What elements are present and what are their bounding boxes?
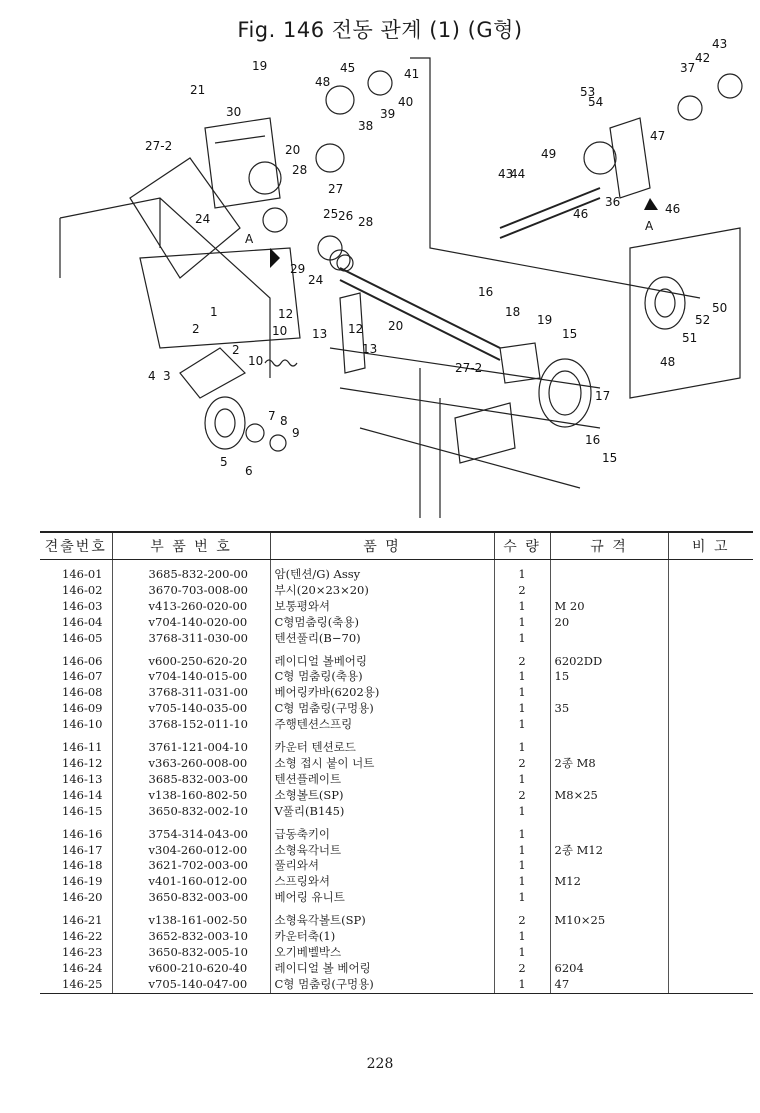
row-spec — [550, 685, 668, 701]
row-spec: 47 — [550, 977, 668, 993]
callout: 38 — [358, 119, 374, 133]
row-spec — [550, 945, 668, 961]
group-spacer — [40, 647, 753, 654]
callout: 24 — [308, 273, 324, 287]
row-part-number: v138-161-002-50 — [112, 913, 270, 929]
callout: 19 — [252, 59, 268, 73]
row-index: 146-12 — [40, 756, 112, 772]
row-part-name: 베어링카바(6202용) — [270, 685, 494, 701]
table-row — [40, 788, 753, 804]
row-part-number: v705-140-035-00 — [112, 701, 270, 717]
bearing-6 — [246, 424, 264, 442]
row-part-number: 3621-702-003-00 — [112, 858, 270, 874]
row-index: 146-21 — [40, 913, 112, 929]
row-quantity: 1 — [494, 740, 550, 756]
row-quantity: 1 — [494, 804, 550, 820]
marker: A — [645, 219, 654, 233]
row-note — [668, 913, 753, 929]
row-quantity: 1 — [494, 717, 550, 733]
row-part-name: C형 멈춤링(축용) — [270, 669, 494, 685]
bearing-36 — [368, 71, 392, 95]
callout: 9 — [292, 426, 300, 440]
row-spec — [550, 827, 668, 843]
callout: 21 — [190, 83, 206, 97]
table-row — [40, 804, 753, 820]
row-index: 146-11 — [40, 740, 112, 756]
row-quantity: 2 — [494, 913, 550, 929]
table-row — [40, 827, 753, 843]
callout: 26 — [338, 209, 354, 223]
row-note — [668, 788, 753, 804]
callout: 13 — [312, 327, 328, 341]
row-index: 146-22 — [40, 929, 112, 945]
bearing-24b — [318, 236, 342, 260]
row-part-number: v600-250-620-20 — [112, 654, 270, 670]
row-part-name: 소형육각너트 — [270, 843, 494, 859]
table-row — [40, 843, 753, 859]
table-row — [40, 874, 753, 890]
row-note — [668, 804, 753, 820]
row-part-name: 오기베벨박스 — [270, 945, 494, 961]
table-row — [40, 977, 753, 993]
row-part-number: 3685-832-200-00 — [112, 567, 270, 583]
row-note — [668, 599, 753, 615]
row-part-number: v401-160-012-00 — [112, 874, 270, 890]
row-part-number: 3650-832-005-10 — [112, 945, 270, 961]
table-row — [40, 740, 753, 756]
callout: 50 — [712, 301, 728, 315]
callout: 30 — [226, 105, 242, 119]
callout: 16 — [585, 433, 601, 447]
callout: 18 — [505, 305, 521, 319]
row-part-number: 3650-832-003-00 — [112, 890, 270, 906]
row-index: 146-05 — [40, 631, 112, 647]
header-note: 비 고 — [668, 532, 753, 560]
row-part-number: v600-210-620-40 — [112, 961, 270, 977]
row-index: 146-08 — [40, 685, 112, 701]
row-spec: 6204 — [550, 961, 668, 977]
row-part-name: 레이디얼 볼베어링 — [270, 654, 494, 670]
bevel-box-guide — [410, 58, 700, 298]
callout: 1 — [210, 305, 218, 319]
row-index: 146-19 — [40, 874, 112, 890]
row-quantity: 1 — [494, 843, 550, 859]
callout: 16 — [478, 285, 494, 299]
callout: 49 — [541, 147, 557, 161]
row-note — [668, 615, 753, 631]
callout: 6 — [245, 464, 253, 478]
row-quantity: 1 — [494, 977, 550, 993]
row-index: 146-23 — [40, 945, 112, 961]
row-index: 146-04 — [40, 615, 112, 631]
row-spec: M10×25 — [550, 913, 668, 929]
row-part-number: 3768-152-011-10 — [112, 717, 270, 733]
row-spec — [550, 890, 668, 906]
callout: 10 — [272, 324, 288, 338]
row-part-number: 3768-311-030-00 — [112, 631, 270, 647]
callout: 29 — [290, 262, 306, 276]
row-quantity: 2 — [494, 756, 550, 772]
table-row — [40, 929, 753, 945]
callout: 3 — [163, 369, 171, 383]
header-index: 견출번호 — [40, 532, 112, 560]
row-spec: M 20 — [550, 599, 668, 615]
row-index: 146-20 — [40, 890, 112, 906]
callout: 27 — [328, 182, 344, 196]
row-index: 146-18 — [40, 858, 112, 874]
table-row — [40, 685, 753, 701]
callout: 47 — [650, 129, 666, 143]
row-part-number: 3670-703-008-00 — [112, 583, 270, 599]
callout: 20 — [388, 319, 404, 333]
header-spec: 규 격 — [550, 532, 668, 560]
row-spec: 35 — [550, 701, 668, 717]
callout: 28 — [292, 163, 308, 177]
callout: 12 — [348, 322, 364, 336]
row-index: 146-06 — [40, 654, 112, 670]
row-spec — [550, 717, 668, 733]
row-note — [668, 843, 753, 859]
row-spec: M8×25 — [550, 788, 668, 804]
row-part-number: v138-160-802-50 — [112, 788, 270, 804]
row-index: 146-01 — [40, 567, 112, 583]
row-index: 146-07 — [40, 669, 112, 685]
frame-2-bracket — [130, 158, 240, 278]
callout: 46 — [665, 202, 681, 216]
row-part-name: 텐션풀리(B−70) — [270, 631, 494, 647]
row-part-name: 부시(20×23×20) — [270, 583, 494, 599]
table-row — [40, 890, 753, 906]
table-row — [40, 615, 753, 631]
callout: 45 — [340, 61, 356, 75]
table-row — [40, 772, 753, 788]
row-part-number: 3761-121-004-10 — [112, 740, 270, 756]
row-part-number: 3768-311-031-00 — [112, 685, 270, 701]
pulley-47 — [645, 277, 685, 329]
header-part-number: 부 품 번 호 — [112, 532, 270, 560]
callout: 39 — [380, 107, 396, 121]
group-spacer — [40, 820, 753, 827]
row-spec — [550, 929, 668, 945]
row-index: 146-03 — [40, 599, 112, 615]
row-quantity: 1 — [494, 599, 550, 615]
callout: 43 — [498, 167, 514, 181]
row-index: 146-17 — [40, 843, 112, 859]
table-row — [40, 631, 753, 647]
table-header-row — [40, 532, 753, 560]
table-row — [40, 599, 753, 615]
row-note — [668, 567, 753, 583]
callout: 28 — [358, 215, 374, 229]
callout: 37 — [680, 61, 696, 75]
callout: 53 — [580, 85, 596, 99]
row-spec: 2종 M8 — [550, 756, 668, 772]
row-note — [668, 961, 753, 977]
row-index: 146-10 — [40, 717, 112, 733]
bevel-gear-27 — [316, 144, 344, 172]
row-note — [668, 929, 753, 945]
row-part-name: 암(텐션/G) Assy — [270, 567, 494, 583]
row-note — [668, 827, 753, 843]
row-spec: 6202DD — [550, 654, 668, 670]
row-quantity: 2 — [494, 583, 550, 599]
row-note — [668, 685, 753, 701]
table-row — [40, 567, 753, 583]
group-spacer — [40, 906, 753, 913]
row-quantity: 2 — [494, 961, 550, 977]
callout: 4 — [148, 369, 156, 383]
callout: 41 — [404, 67, 420, 81]
table-row — [40, 701, 753, 717]
row-part-name: C형 멈춤링(구멍용) — [270, 977, 494, 993]
row-index: 146-09 — [40, 701, 112, 717]
row-part-name: 소형볼트(SP) — [270, 788, 494, 804]
callout: 36 — [605, 195, 621, 209]
row-part-name: V풀리(B145) — [270, 804, 494, 820]
row-part-name: 텐션플레이트 — [270, 772, 494, 788]
callout: 40 — [398, 95, 414, 109]
flange-44 — [584, 142, 616, 174]
callout: 44 — [510, 167, 526, 181]
row-spec — [550, 631, 668, 647]
row-part-number: 3650-832-002-10 — [112, 804, 270, 820]
bearing-37 — [678, 96, 702, 120]
callout: 8 — [280, 414, 288, 428]
table-row — [40, 583, 753, 599]
row-spec: 20 — [550, 615, 668, 631]
row-index: 146-15 — [40, 804, 112, 820]
row-part-name: 풀리와셔 — [270, 858, 494, 874]
group-spacer — [40, 560, 753, 568]
table-row — [40, 913, 753, 929]
row-quantity: 2 — [494, 788, 550, 804]
row-spec — [550, 772, 668, 788]
row-part-number: 3685-832-003-00 — [112, 772, 270, 788]
row-spec: 15 — [550, 669, 668, 685]
row-note — [668, 772, 753, 788]
row-quantity: 1 — [494, 772, 550, 788]
frame-27-2-right — [455, 403, 515, 463]
marker: A — [245, 232, 254, 246]
header-quantity: 수 량 — [494, 532, 550, 560]
row-quantity: 1 — [494, 631, 550, 647]
callout: 27-2 — [455, 361, 483, 375]
row-note — [668, 945, 753, 961]
table-row — [40, 945, 753, 961]
row-part-number: v704-140-015-00 — [112, 669, 270, 685]
row-part-number: v704-140-020-00 — [112, 615, 270, 631]
row-spec — [550, 858, 668, 874]
callout: 27-2 — [145, 139, 173, 153]
row-part-number: v304-260-012-00 — [112, 843, 270, 859]
row-note — [668, 631, 753, 647]
callout: 51 — [682, 331, 698, 345]
row-note — [668, 717, 753, 733]
callout: 12 — [278, 307, 294, 321]
row-index: 146-14 — [40, 788, 112, 804]
tension-pulley-5 — [205, 397, 245, 449]
bevel-gear-41 — [326, 86, 354, 114]
row-note — [668, 756, 753, 772]
row-index: 146-13 — [40, 772, 112, 788]
callout: 20 — [285, 143, 301, 157]
row-quantity: 1 — [494, 669, 550, 685]
callout: 15 — [562, 327, 578, 341]
bearing-40 — [718, 74, 742, 98]
exploded-parts-diagram — [40, 37, 740, 518]
callout: 15 — [602, 451, 618, 465]
row-part-name: 카운터 텐션로드 — [270, 740, 494, 756]
callout: 5 — [220, 455, 228, 469]
callout: 13 — [362, 342, 378, 356]
row-part-number: v705-140-047-00 — [112, 977, 270, 993]
row-note — [668, 858, 753, 874]
bearing-bore — [249, 162, 281, 194]
table-row — [40, 961, 753, 977]
row-quantity: 1 — [494, 890, 550, 906]
row-spec — [550, 583, 668, 599]
row-part-number: 3754-314-043-00 — [112, 827, 270, 843]
row-quantity: 1 — [494, 874, 550, 890]
row-note — [668, 874, 753, 890]
callout: 2 — [232, 343, 240, 357]
row-part-name: 레이디얼 볼 베어링 — [270, 961, 494, 977]
callout: 46 — [573, 207, 589, 221]
callout: 19 — [537, 313, 553, 327]
row-part-name: C형 멈춤링(구멍용) — [270, 701, 494, 717]
row-part-number: 3652-832-003-10 — [112, 929, 270, 945]
row-quantity: 2 — [494, 654, 550, 670]
row-spec — [550, 740, 668, 756]
row-note — [668, 654, 753, 670]
ring-7 — [270, 435, 286, 451]
row-quantity: 1 — [494, 945, 550, 961]
bearing-unit-20 — [500, 343, 540, 383]
row-part-name: 베어링 유니트 — [270, 890, 494, 906]
parts-table — [40, 531, 753, 994]
callout: 54 — [588, 95, 604, 109]
row-part-name: 급동축키이 — [270, 827, 494, 843]
row-index: 146-25 — [40, 977, 112, 993]
row-quantity: 1 — [494, 615, 550, 631]
row-note — [668, 701, 753, 717]
row-part-name: 주행텐션스프링 — [270, 717, 494, 733]
page-number: 228 — [366, 1056, 394, 1072]
row-note — [668, 669, 753, 685]
row-spec — [550, 567, 668, 583]
callout: 24 — [195, 212, 211, 226]
page-title: Fig. 146 전동 관계 (1) (G형) — [237, 18, 523, 42]
table-row — [40, 654, 753, 670]
callout: 52 — [695, 313, 711, 327]
callout: 48 — [315, 75, 331, 89]
row-quantity: 1 — [494, 858, 550, 874]
row-index: 146-24 — [40, 961, 112, 977]
callout: 42 — [695, 51, 711, 65]
callout: 43 — [712, 37, 728, 51]
row-note — [668, 890, 753, 906]
row-spec: 2종 M12 — [550, 843, 668, 859]
row-part-name: 카운터축(1) — [270, 929, 494, 945]
callout: 17 — [595, 389, 611, 403]
callout: 7 — [268, 409, 276, 423]
marker-a-arrow-left — [270, 248, 280, 268]
table-row — [40, 717, 753, 733]
row-spec — [550, 804, 668, 820]
row-quantity: 1 — [494, 827, 550, 843]
callout: 48 — [660, 355, 676, 369]
header-part-name: 품 명 — [270, 532, 494, 560]
row-quantity: 1 — [494, 929, 550, 945]
row-index: 146-02 — [40, 583, 112, 599]
group-spacer — [40, 733, 753, 740]
v-pulley-15 — [539, 359, 591, 427]
row-note — [668, 740, 753, 756]
row-part-name: 보통평와셔 — [270, 599, 494, 615]
table-row — [40, 669, 753, 685]
row-spec: M12 — [550, 874, 668, 890]
row-part-name: 소형육각볼트(SP) — [270, 913, 494, 929]
table-row — [40, 858, 753, 874]
row-quantity: 1 — [494, 701, 550, 717]
row-part-name: 소형 접시 붙이 너트 — [270, 756, 494, 772]
row-part-name: 스프링와셔 — [270, 874, 494, 890]
callout: 2 — [192, 322, 200, 336]
table-row — [40, 756, 753, 772]
row-quantity: 1 — [494, 567, 550, 583]
row-part-number: v413-260-020-00 — [112, 599, 270, 615]
callout: 25 — [323, 207, 339, 221]
row-part-number: v363-260-008-00 — [112, 756, 270, 772]
row-index: 146-16 — [40, 827, 112, 843]
row-note — [668, 583, 753, 599]
marker-a-arrow-right — [644, 198, 658, 210]
callout-labels — [145, 37, 727, 478]
row-quantity: 1 — [494, 685, 550, 701]
bearing-24a — [263, 208, 287, 232]
callout: 10 — [248, 354, 264, 368]
row-note — [668, 977, 753, 993]
row-part-name: C형멈춤링(축용) — [270, 615, 494, 631]
